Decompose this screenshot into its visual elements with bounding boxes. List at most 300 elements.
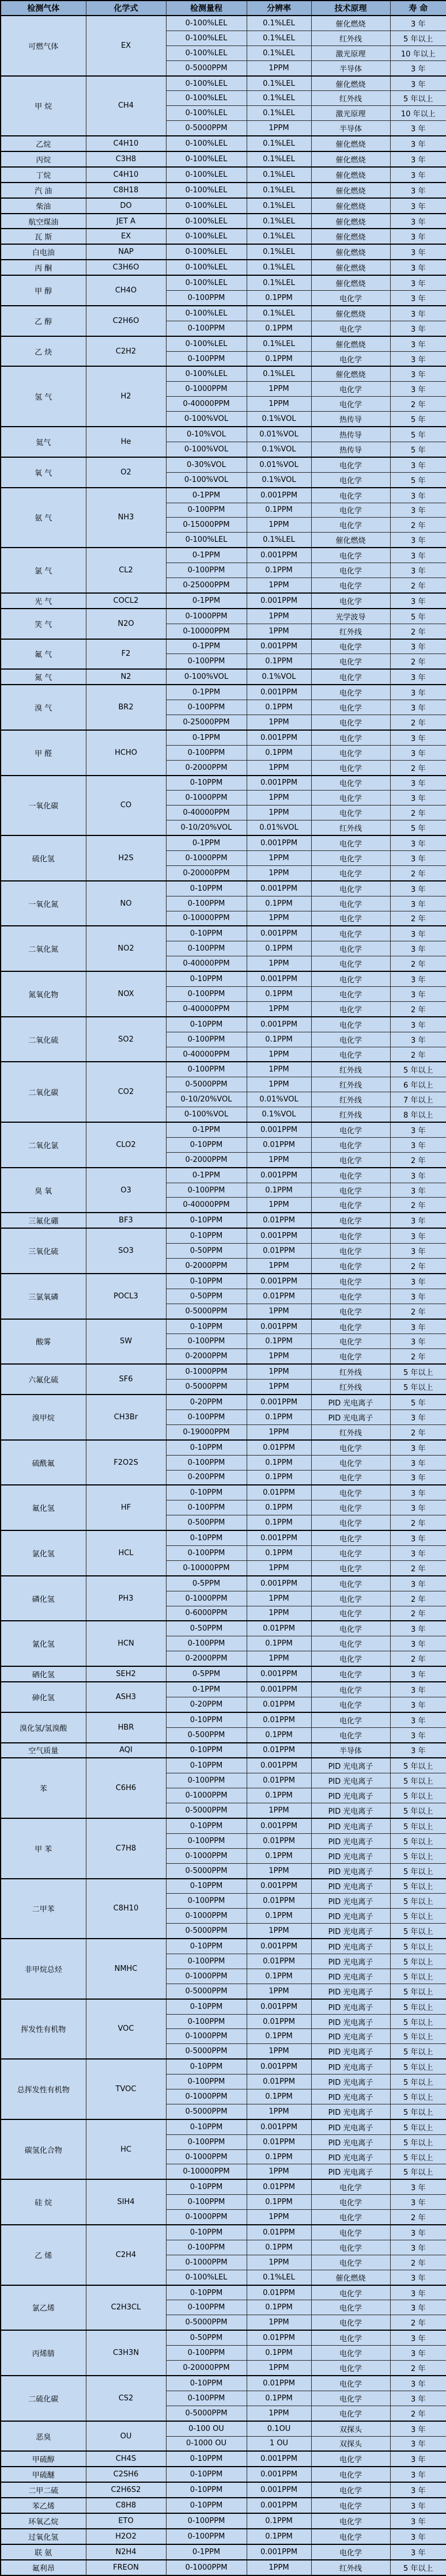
principle-cell: 红外线 (311, 1062, 390, 1077)
principle-cell: PID 光电离子 (311, 1939, 390, 1954)
gas-name-cell: 甲 醛 (1, 730, 86, 776)
range-cell: 0-2000PPM (166, 1349, 247, 1364)
gas-name-cell: 臭 氧 (1, 1168, 86, 1213)
lifetime-cell: 2 年 (390, 1606, 446, 1621)
resolution-cell: 1PPM (247, 865, 311, 880)
range-cell: 0-10PPM (166, 926, 247, 941)
principle-cell: 电化学 (311, 806, 390, 820)
formula-cell: COCL2 (86, 593, 166, 609)
formula-cell: C2H3CL (86, 2285, 166, 2331)
lifetime-cell: 3 年 (390, 291, 446, 306)
range-cell: 0-5000PPM (166, 1077, 247, 1092)
principle-cell: 电化学 (311, 2529, 390, 2544)
principle-cell: 电化学 (311, 881, 390, 896)
formula-cell: C2SH6 (86, 2467, 166, 2482)
resolution-cell: 1PPM (247, 1364, 311, 1379)
lifetime-cell: 3 年 (390, 2330, 446, 2345)
range-cell: 0-10PPM (166, 776, 247, 791)
range-cell: 0-2000PPM (166, 1651, 247, 1666)
table-row (1, 214, 446, 229)
resolution-cell: 0.1PPM (247, 1515, 311, 1530)
resolution-cell: 1PPM (247, 2044, 311, 2059)
range-cell: 0-100%LEL (166, 45, 247, 60)
range-cell: 0-100%VOL (166, 442, 247, 457)
resolution-cell: 0.001PPM (247, 1576, 311, 1591)
principle-cell: 电化学 (311, 1334, 390, 1349)
table-row (1, 2544, 446, 2560)
lifetime-cell: 2 年 (390, 2361, 446, 2376)
lifetime-cell: 5 年以上 (390, 1999, 446, 2014)
table-row (1, 1621, 446, 1636)
range-cell: 0-100%LEL (166, 275, 247, 290)
gas-name-cell: 溴 气 (1, 685, 86, 730)
table-row (1, 609, 446, 624)
principle-cell: 电化学 (311, 1304, 390, 1319)
lifetime-cell: 3 年 (390, 351, 446, 366)
resolution-cell: 0.001PPM (247, 1017, 311, 1032)
principle-cell: 激光原理 (311, 106, 390, 121)
resolution-cell: 1PPM (247, 2164, 311, 2179)
resolution-cell: 1PPM (247, 1349, 311, 1364)
resolution-cell: 0.001PPM (247, 730, 311, 745)
principle-cell: 电化学 (311, 1651, 390, 1666)
resolution-cell: 0.001PPM (247, 881, 311, 896)
range-cell: 0-100PPM (166, 1500, 247, 1515)
resolution-cell: 0.1PPM (247, 1636, 311, 1651)
principle-cell: 热传导 (311, 442, 390, 457)
formula-cell: C8H18 (86, 183, 166, 198)
table-row (1, 1395, 446, 1409)
resolution-cell: 1PPM (247, 1001, 311, 1016)
resolution-cell: 0.1PPM (247, 1183, 311, 1198)
range-cell: 0-5000PPM (166, 2315, 247, 2330)
range-cell: 0-20000PPM (166, 865, 247, 880)
column-header-lifetime: 寿 命 (390, 1, 446, 16)
principle-cell: 红外线 (311, 1424, 390, 1439)
lifetime-cell: 5 年以上 (390, 2029, 446, 2044)
principle-cell: PID 光电离子 (311, 1773, 390, 1788)
lifetime-cell: 3 年 (390, 1274, 446, 1289)
lifetime-cell: 5 年以上 (390, 2044, 446, 2059)
range-cell: 0-1000PPM (166, 791, 247, 806)
table-row (1, 306, 446, 321)
range-cell: 0-100%LEL (166, 167, 247, 183)
lifetime-cell: 2 年 (390, 956, 446, 971)
range-cell: 0-100PPM (166, 2134, 247, 2149)
resolution-cell: 0.1PPM (247, 1545, 311, 1560)
table-row (1, 1939, 446, 1954)
resolution-cell: 1PPM (247, 1152, 311, 1167)
lifetime-cell: 2 年 (390, 1560, 446, 1575)
resolution-cell: 0.1PPM (247, 1032, 311, 1047)
resolution-cell: 0.1%LEL (247, 336, 311, 351)
lifetime-cell: 3 年 (390, 987, 446, 1002)
resolution-cell: 0.1PPM (247, 291, 311, 306)
range-cell: 0-40000PPM (166, 397, 247, 412)
lifetime-cell: 5 年以上 (390, 1894, 446, 1909)
range-cell: 0-100%LEL (166, 260, 247, 275)
lifetime-cell: 10 年以上 (390, 45, 446, 60)
range-cell: 0-2000PPM (166, 1259, 247, 1274)
formula-cell: SF6 (86, 1364, 166, 1395)
formula-cell: ASH3 (86, 1682, 166, 1712)
principle-cell: 电化学 (311, 865, 390, 880)
resolution-cell: 1PPM (247, 1198, 311, 1213)
range-cell: 0-100%LEL (166, 198, 247, 214)
resolution-cell: 0.1%LEL (247, 45, 311, 60)
principle-cell: 电化学 (311, 472, 390, 487)
principle-cell: 电化学 (311, 1152, 390, 1167)
range-cell: 0-10PPM (166, 2119, 247, 2134)
range-cell: 0-500PPM (166, 1515, 247, 1530)
range-cell: 0-1PPM (166, 685, 247, 700)
range-cell: 0-10PPM (166, 1939, 247, 1954)
range-cell: 0-1000PPM (166, 382, 247, 397)
principle-cell: PID 光电离子 (311, 2044, 390, 2059)
gas-name-cell: 一氧化氮 (1, 881, 86, 926)
lifetime-cell: 2 年 (390, 1424, 446, 1439)
resolution-cell: 0.1%LEL (247, 91, 311, 106)
resolution-cell: 1PPM (247, 911, 311, 926)
range-cell: 0-100%LEL (166, 2270, 247, 2285)
lifetime-cell: 3 年 (390, 926, 446, 941)
range-cell: 0-100%LEL (166, 151, 247, 167)
resolution-cell: 0.1PPM (247, 351, 311, 366)
range-cell: 0-100PPM (166, 1773, 247, 1788)
principle-cell: 催化燃烧 (311, 151, 390, 167)
principle-cell: PID 光电离子 (311, 2134, 390, 2149)
principle-cell: 电化学 (311, 1636, 390, 1651)
resolution-cell: 0.1%VOL (247, 669, 311, 685)
gas-name-cell: 瓦 斯 (1, 229, 86, 244)
column-header-range: 检测量程 (166, 1, 247, 16)
resolution-cell: 0.01PPM (247, 2075, 311, 2089)
table-row (1, 548, 446, 563)
resolution-cell: 0.1PPM (247, 941, 311, 956)
lifetime-cell: 3 年 (390, 896, 446, 911)
principle-cell: PID 光电离子 (311, 1803, 390, 1818)
lifetime-cell: 3 年 (390, 1168, 446, 1183)
range-cell: 0-10PPM (166, 2482, 247, 2498)
resolution-cell: 1PPM (247, 2315, 311, 2330)
formula-cell: N2H4 (86, 2544, 166, 2560)
resolution-cell: 0.001PPM (247, 926, 311, 941)
gas-name-cell: 光 气 (1, 593, 86, 609)
lifetime-cell: 3 年 (390, 1530, 446, 1545)
resolution-cell: 0.1%LEL (247, 183, 311, 198)
principle-cell: PID 光电离子 (311, 2149, 390, 2164)
lifetime-cell: 2 年 (390, 1198, 446, 1213)
range-cell: 0-1000PPM (166, 2149, 247, 2164)
formula-cell: SIH4 (86, 2179, 166, 2225)
table-row (1, 1576, 446, 1591)
table-row (1, 776, 446, 791)
principle-cell: 电化学 (311, 760, 390, 775)
range-cell: 0-10PPM (166, 2467, 247, 2482)
gas-name-cell: 柴油 (1, 198, 86, 214)
lifetime-cell: 3 年 (390, 700, 446, 715)
lifetime-cell: 3 年 (390, 60, 446, 75)
principle-cell: 电化学 (311, 593, 390, 609)
gas-name-cell: 联 氨 (1, 2544, 86, 2560)
principle-cell: 电化学 (311, 1183, 390, 1198)
resolution-cell: 1PPM (247, 791, 311, 806)
resolution-cell: 0.001PPM (247, 2451, 311, 2467)
principle-cell: 催化燃烧 (311, 183, 390, 198)
formula-cell: NMHC (86, 1939, 166, 1999)
lifetime-cell: 2 年 (390, 911, 446, 926)
principle-cell: 电化学 (311, 1032, 390, 1047)
range-cell: 0-10PPM (166, 1485, 247, 1500)
range-cell: 0-100PPM (166, 2346, 247, 2361)
gas-name-cell: 氨 气 (1, 488, 86, 548)
range-cell: 0-100PPM (166, 987, 247, 1002)
range-cell: 0-100PPM (166, 1032, 247, 1047)
range-cell: 0-10PPM (166, 1274, 247, 1289)
principle-cell: 电化学 (311, 577, 390, 592)
lifetime-cell: 5 年以上 (390, 1788, 446, 1803)
range-cell: 0-100%LEL (166, 229, 247, 244)
range-cell: 0-100%LEL (166, 76, 247, 91)
formula-cell: C3H3N (86, 2330, 166, 2376)
range-cell: 0-100%LEL (166, 183, 247, 198)
table-row (1, 2498, 446, 2513)
resolution-cell: 0.1PPM (247, 2089, 311, 2104)
range-cell: 0-100PPM (166, 1183, 247, 1198)
principle-cell: 催化燃烧 (311, 214, 390, 229)
formula-cell: C3H8 (86, 151, 166, 167)
lifetime-cell: 5 年以上 (390, 1879, 446, 1894)
principle-cell: 热传导 (311, 427, 390, 442)
table-row (1, 1168, 446, 1183)
range-cell: 0-10PPM (166, 1137, 247, 1152)
gas-name-cell: 苯乙烯 (1, 2498, 86, 2513)
resolution-cell: 0.1%LEL (247, 151, 311, 167)
formula-cell: SO2 (86, 1017, 166, 1062)
principle-cell: 电化学 (311, 2225, 390, 2240)
resolution-cell: 0.001PPM (247, 2498, 311, 2513)
table-row (1, 198, 446, 214)
formula-cell: AQI (86, 1743, 166, 1758)
lifetime-cell: 6 年以上 (390, 1077, 446, 1092)
lifetime-cell: 3 年 (390, 2195, 446, 2210)
principle-cell: 电化学 (311, 397, 390, 412)
gas-name-cell: 酸雾 (1, 1319, 86, 1365)
resolution-cell: 0.001PPM (247, 1319, 311, 1334)
principle-cell: PID 光电离子 (311, 1788, 390, 1803)
principle-cell: 红外线 (311, 2560, 390, 2575)
lifetime-cell: 3 年 (390, 1636, 446, 1651)
lifetime-cell: 3 年 (390, 198, 446, 214)
lifetime-cell: 3 年 (390, 776, 446, 791)
range-cell: 0-2000PPM (166, 760, 247, 775)
lifetime-cell: 3 年 (390, 1137, 446, 1152)
table-row (1, 1122, 446, 1137)
lifetime-cell: 3 年 (390, 881, 446, 896)
resolution-cell: 0.1%LEL (247, 136, 311, 151)
range-cell: 0-10000PPM (166, 911, 247, 926)
formula-cell: NH3 (86, 488, 166, 548)
lifetime-cell: 5 年以上 (390, 1773, 446, 1788)
resolution-cell: 0.1PPM (247, 1409, 311, 1424)
principle-cell: 红外线 (311, 1380, 390, 1395)
principle-cell: 电化学 (311, 835, 390, 850)
lifetime-cell: 3 年 (390, 76, 446, 91)
resolution-cell: 0.1PPM (247, 654, 311, 669)
range-cell: 0-10PPM (166, 1879, 247, 1894)
gas-name-cell: 丙 酮 (1, 260, 86, 275)
lifetime-cell: 2 年 (390, 518, 446, 533)
resolution-cell: 1PPM (247, 956, 311, 971)
gas-name-cell: 氯 气 (1, 548, 86, 593)
lifetime-cell: 2 年 (390, 865, 446, 880)
resolution-cell: 0.001PPM (247, 1228, 311, 1243)
range-cell: 0-40000PPM (166, 1198, 247, 1213)
gas-name-cell: 挥发性有机物 (1, 1999, 86, 2060)
table-row (1, 1712, 446, 1727)
principle-cell: 半导体 (311, 121, 390, 136)
gas-name-cell: 硅 烷 (1, 2179, 86, 2225)
lifetime-cell: 5 年以上 (390, 2104, 446, 2119)
gas-name-cell: 笑 气 (1, 609, 86, 639)
principle-cell: 电化学 (311, 956, 390, 971)
lifetime-cell: 3 年 (390, 730, 446, 745)
principle-cell: 电化学 (311, 1455, 390, 1470)
table-row (1, 2529, 446, 2544)
lifetime-cell: 3 年 (390, 593, 446, 609)
resolution-cell: 0.1PPM (247, 2346, 311, 2361)
formula-cell: H2 (86, 366, 166, 427)
principle-cell: 催化燃烧 (311, 2270, 390, 2285)
resolution-cell: 1PPM (247, 1984, 311, 1999)
gas-name-cell: 硒化氢 (1, 1666, 86, 1682)
formula-cell: CH4O (86, 275, 166, 306)
range-cell: 0-1PPM (166, 488, 247, 503)
resolution-cell: 0.01PPM (247, 1954, 311, 1969)
range-cell: 0-5000PPM (166, 121, 247, 136)
gas-name-cell: 二氧化碳 (1, 1062, 86, 1122)
formula-cell: DO (86, 198, 166, 214)
resolution-cell: 0.1PPM (247, 2195, 311, 2210)
range-cell: 0-100%VOL (166, 669, 247, 685)
lifetime-cell: 3 年 (390, 1289, 446, 1304)
gas-name-cell: 甲硫醚 (1, 2467, 86, 2482)
lifetime-cell: 2 年 (390, 806, 446, 820)
resolution-cell: 1 OU (247, 2436, 311, 2451)
lifetime-cell: 3 年 (390, 2436, 446, 2451)
principle-cell: 红外线 (311, 820, 390, 835)
resolution-cell: 1PPM (247, 1924, 311, 1939)
range-cell: 0-1PPM (166, 593, 247, 609)
range-cell: 0-100%LEL (166, 214, 247, 229)
range-cell: 0-5000PPM (166, 1380, 247, 1395)
gas-name-cell: 汽 油 (1, 183, 86, 198)
resolution-cell: 0.001PPM (247, 548, 311, 563)
lifetime-cell: 3 年 (390, 941, 446, 956)
principle-cell: 电化学 (311, 1198, 390, 1213)
principle-cell: 电化学 (311, 1001, 390, 1016)
range-cell: 0-100PPM (166, 2391, 247, 2406)
resolution-cell: 0.1PPM (247, 745, 311, 760)
table-row (1, 669, 446, 685)
range-cell: 0-100PPM (166, 1954, 247, 1969)
principle-cell: 电化学 (311, 291, 390, 306)
lifetime-cell: 5 年以上 (390, 1863, 446, 1878)
range-cell: 0-5000PPM (166, 2104, 247, 2119)
principle-cell: PID 光电离子 (311, 1924, 390, 1939)
gas-name-cell: 白电油 (1, 244, 86, 260)
table-row (1, 2225, 446, 2240)
lifetime-cell: 3 年 (390, 1666, 446, 1682)
lifetime-cell: 3 年 (390, 2498, 446, 2513)
resolution-cell: 0.1%VOL (247, 1107, 311, 1122)
resolution-cell: 0.001PPM (247, 2467, 311, 2482)
range-cell: 0-100%LEL (166, 136, 247, 151)
formula-cell: POCL3 (86, 1274, 166, 1319)
range-cell: 0-10PPM (166, 2179, 247, 2194)
range-cell: 0-10PPM (166, 2376, 247, 2391)
lifetime-cell: 3 年 (390, 1017, 446, 1032)
principle-cell: 电化学 (311, 548, 390, 563)
resolution-cell: 0.01PPM (247, 1621, 311, 1636)
principle-cell: 电化学 (311, 457, 390, 472)
lifetime-cell: 5 年以上 (390, 2134, 446, 2149)
table-row (1, 2482, 446, 2498)
formula-cell: C2H2 (86, 336, 166, 367)
table-row (1, 167, 446, 183)
range-cell: 0-10PPM (166, 1440, 247, 1455)
range-cell: 0-1000PPM (166, 1909, 247, 1924)
resolution-cell: 0.01%VOL (247, 427, 311, 442)
principle-cell: 电化学 (311, 1485, 390, 1500)
lifetime-cell: 2 年 (390, 760, 446, 775)
lifetime-cell: 3 年 (390, 2529, 446, 2544)
lifetime-cell: 3 年 (390, 1122, 446, 1137)
table-row (1, 926, 446, 941)
principle-cell: 电化学 (311, 1228, 390, 1243)
range-cell: 0-1000PPM (166, 609, 247, 624)
range-cell: 0-1000PPM (166, 1591, 247, 1606)
table-row (1, 1682, 446, 1697)
lifetime-cell: 3 年 (390, 850, 446, 865)
principle-cell: PID 光电离子 (311, 1879, 390, 1894)
formula-cell: FREON (86, 2560, 166, 2575)
resolution-cell: 0.01PPM (247, 2285, 311, 2300)
principle-cell: 电化学 (311, 700, 390, 715)
principle-cell: 电化学 (311, 2482, 390, 2498)
lifetime-cell: 3 年 (390, 2300, 446, 2315)
principle-cell: 电化学 (311, 1289, 390, 1304)
range-cell: 0-100PPM (166, 503, 247, 518)
lifetime-cell: 2 年 (390, 1651, 446, 1666)
gas-name-cell: 乙烷 (1, 136, 86, 151)
lifetime-cell: 3 年 (390, 2482, 446, 2498)
resolution-cell: 0.001PPM (247, 488, 311, 503)
resolution-cell: 0.1%VOL (247, 442, 311, 457)
lifetime-cell: 5 年以上 (390, 2164, 446, 2179)
lifetime-cell: 5 年 (390, 427, 446, 442)
principle-cell: 电化学 (311, 1168, 390, 1183)
table-row (1, 2421, 446, 2436)
resolution-cell: 1PPM (247, 577, 311, 592)
resolution-cell: 0.1PPM (247, 563, 311, 578)
resolution-cell: 1PPM (247, 2104, 311, 2119)
lifetime-cell: 2 年 (390, 2315, 446, 2330)
range-cell: 0-1PPM (166, 2544, 247, 2560)
resolution-cell: 0.1PPM (247, 503, 311, 518)
resolution-cell: 1PPM (247, 1259, 311, 1274)
formula-cell: CLO2 (86, 1122, 166, 1168)
